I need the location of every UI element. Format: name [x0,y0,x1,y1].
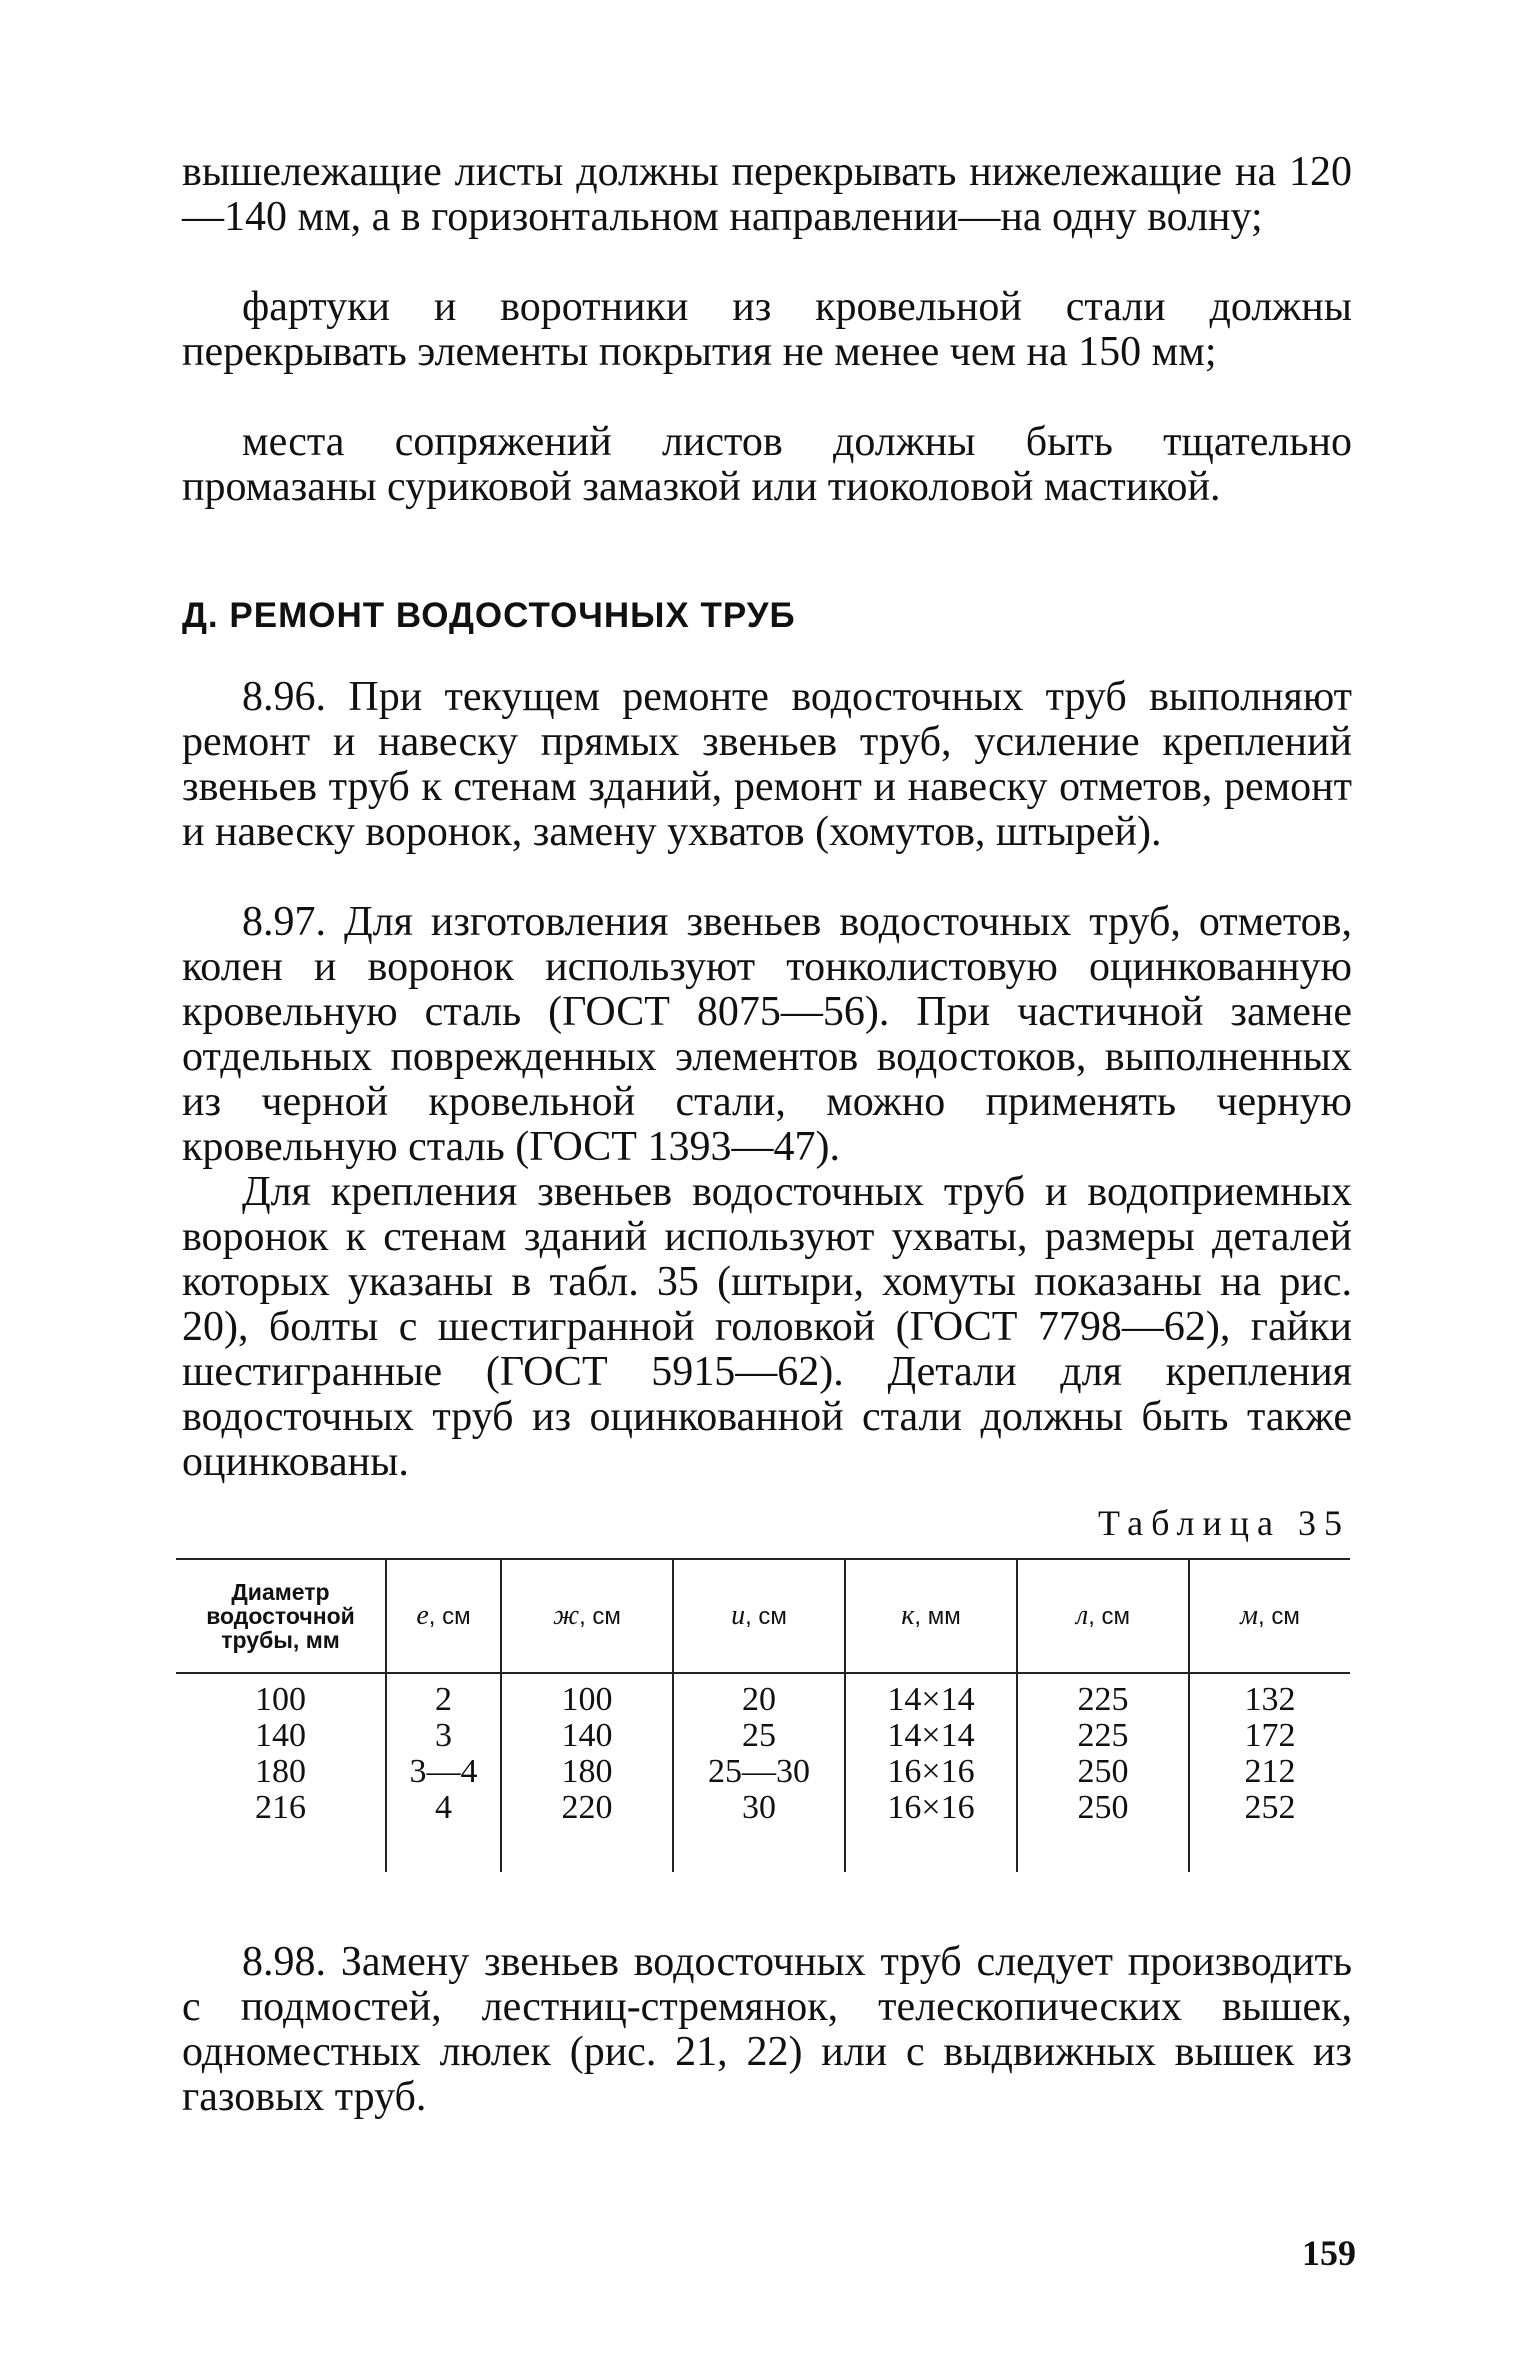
paragraph-joints-rule: места сопряжений листов должны быть тщательно промазаны суриковой замазкой или тиоколовой мастикой. [182,419,1352,510]
paragraph-8-98: 8.98. Замену звеньев водосточных труб следует производить с подмостей, лестниц-стремянок, телескопических вышек, одноместных люлек (рис. 21, 22) или с выдвижных вышек из газовых труб. [182,1939,1352,2120]
paragraph-fastening: Для крепления звеньев водосточных труб и водоприемных воронок к стенам зданий используют ухваты, размеры деталей которых указаны в табл. 35 (штыри, хомуты показаны на рис. 20), болты с шестигранной головкой (ГОСТ 7798—62), гайки шестигранные (ГОСТ 5915—62). Детали для крепления водосточных труб из оцинкованной стали должны быть также оцинкованы. [182,1169,1352,1485]
table-35 [176,1558,1350,1872]
header-pipe-diameter: Диаметр водосточной трубы, мм [176,1559,386,1673]
paragraph-overlap-rule: вышележащие листы должны перекрывать нижележащие на 120—140 мм, а в горизонтальном направлении—на одну волну; [182,149,1352,240]
table-caption: Таблица 35 [1098,1503,1350,1543]
header-e-cm: е, см [386,1559,501,1673]
table-data-row [176,1673,1350,1872]
column-l: 225 225 250 250 [1017,1673,1189,1872]
column-m: 132 172 212 252 [1189,1673,1350,1872]
paragraph-aprons-rule: фартуки и воротники из кровельной стали должны перекрывать элементы покрытия не менее чем на 150 мм; [182,284,1352,375]
column-diameter: 100 140 180 216 [255,1681,306,1826]
table-header-row [176,1559,1350,1673]
column-zh: 100 140 180 220 [501,1673,673,1872]
header-l-cm: л, см [1017,1559,1189,1673]
page-number: 159 [1302,2233,1356,2273]
column-k: 14×14 14×14 16×16 16×16 [845,1673,1017,1872]
paragraph-8-97: 8.97. Для изготовления звеньев водосточных труб, отметов, колен и воронок используют тонколистовую оцинкованную кровельную сталь (ГОСТ 8075—56). При частичной замене отдельных поврежденных элементов водостоков, выполненных из черной кровельной стали, можно применять черную кровельную сталь (ГОСТ 1393—47). [182,899,1352,1170]
header-m-cm: м, см [1189,1559,1350,1673]
column-i: 20 25 25—30 30 [673,1673,845,1872]
section-heading: Д. РЕМОНТ ВОДОСТОЧНЫХ ТРУБ [182,596,796,635]
header-zh-cm: ж, см [501,1559,673,1673]
header-k-mm: к, мм [845,1559,1017,1673]
paragraph-8-96: 8.96. При текущем ремонте водосточных труб выполняют ремонт и навеску прямых звеньев труб, усиление креплений звеньев труб к стенам зданий, ремонт и навеску отметов, ремонт и навеску воронок, замену ухватов (хомутов, штырей). [182,674,1352,855]
header-i-cm: и, см [673,1559,845,1673]
column-e: 2 3 3—4 4 [386,1673,501,1872]
